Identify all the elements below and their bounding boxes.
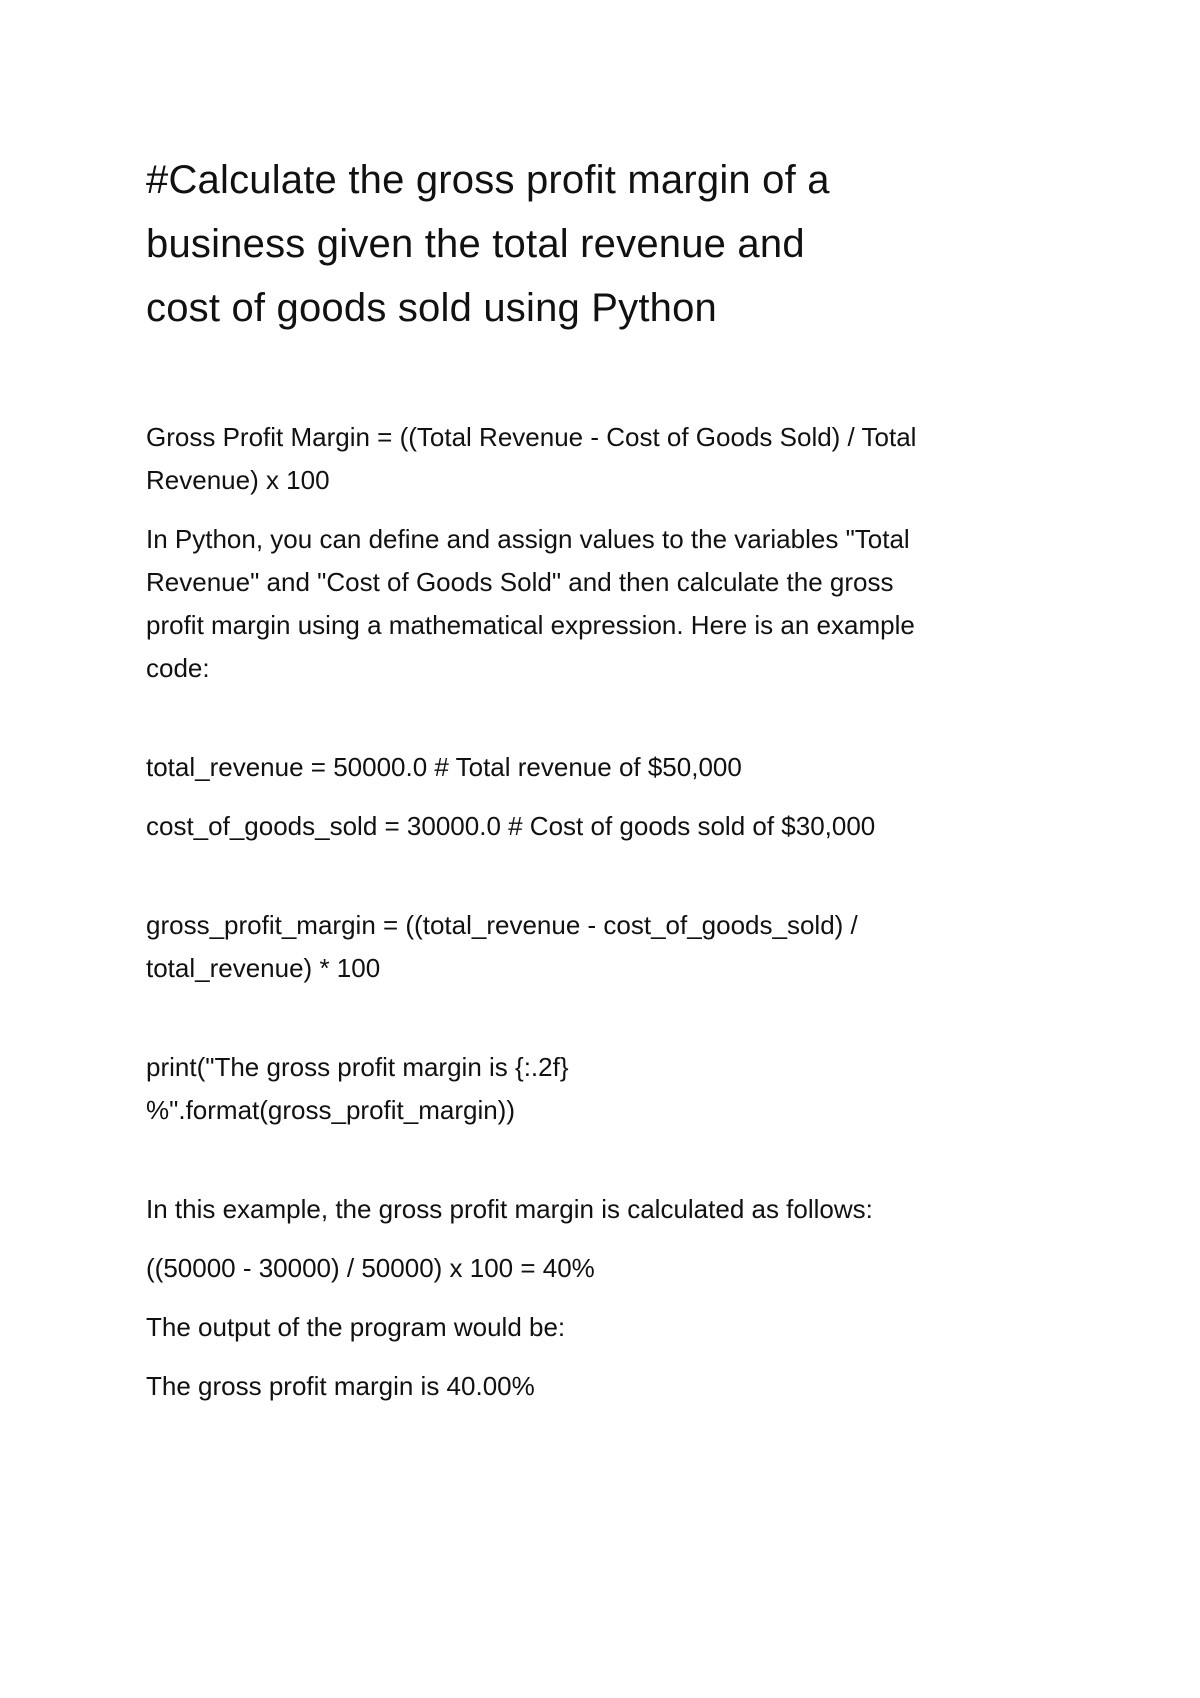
heading-line: cost of goods sold using Python [146,286,718,330]
intro-paragraph [146,518,1046,690]
calculation-text: ((50000 - 30000) / 50000) x 100 = 40% [146,1253,595,1283]
heading-line: business given the total revenue and [146,222,805,266]
code-print-line: %".format(gross_profit_margin)) [146,1095,516,1125]
document-heading [146,148,1046,340]
intro-line: code: [146,653,210,683]
code-print-line: print("The gross profit margin is {:.2f} [146,1052,569,1082]
code-margin-line: gross_profit_margin = ((total_revenue - cost_of_goods_sold) / [146,910,858,940]
intro-line: profit margin using a mathematical expression. Here is an example [146,610,915,640]
heading-line: #Calculate the gross profit margin of a [146,158,830,202]
formula-line: Gross Profit Margin = ((Total Revenue - Cost of Goods Sold) / Total [146,422,917,452]
code-revenue-line: total_revenue = 50000.0 # Total revenue of $50,000 [146,752,742,782]
formula-paragraph [146,416,1046,502]
explanation-text: In this example, the gross profit margin is calculated as follows: [146,1194,873,1224]
output-value-text: The gross profit margin is 40.00% [146,1371,535,1401]
formula-line: Revenue) x 100 [146,465,330,495]
code-margin-line: total_revenue) * 100 [146,953,381,983]
document-content [146,148,1046,1408]
intro-line: Revenue" and "Cost of Goods Sold" and then calculate the gross [146,567,894,597]
intro-line: In Python, you can define and assign values to the variables "Total [146,524,910,554]
output-label-text: The output of the program would be: [146,1312,566,1342]
code-margin-statement [146,904,1046,990]
code-print-statement [146,1046,1046,1132]
code-cogs-line: cost_of_goods_sold = 30000.0 # Cost of goods sold of $30,000 [146,811,876,841]
